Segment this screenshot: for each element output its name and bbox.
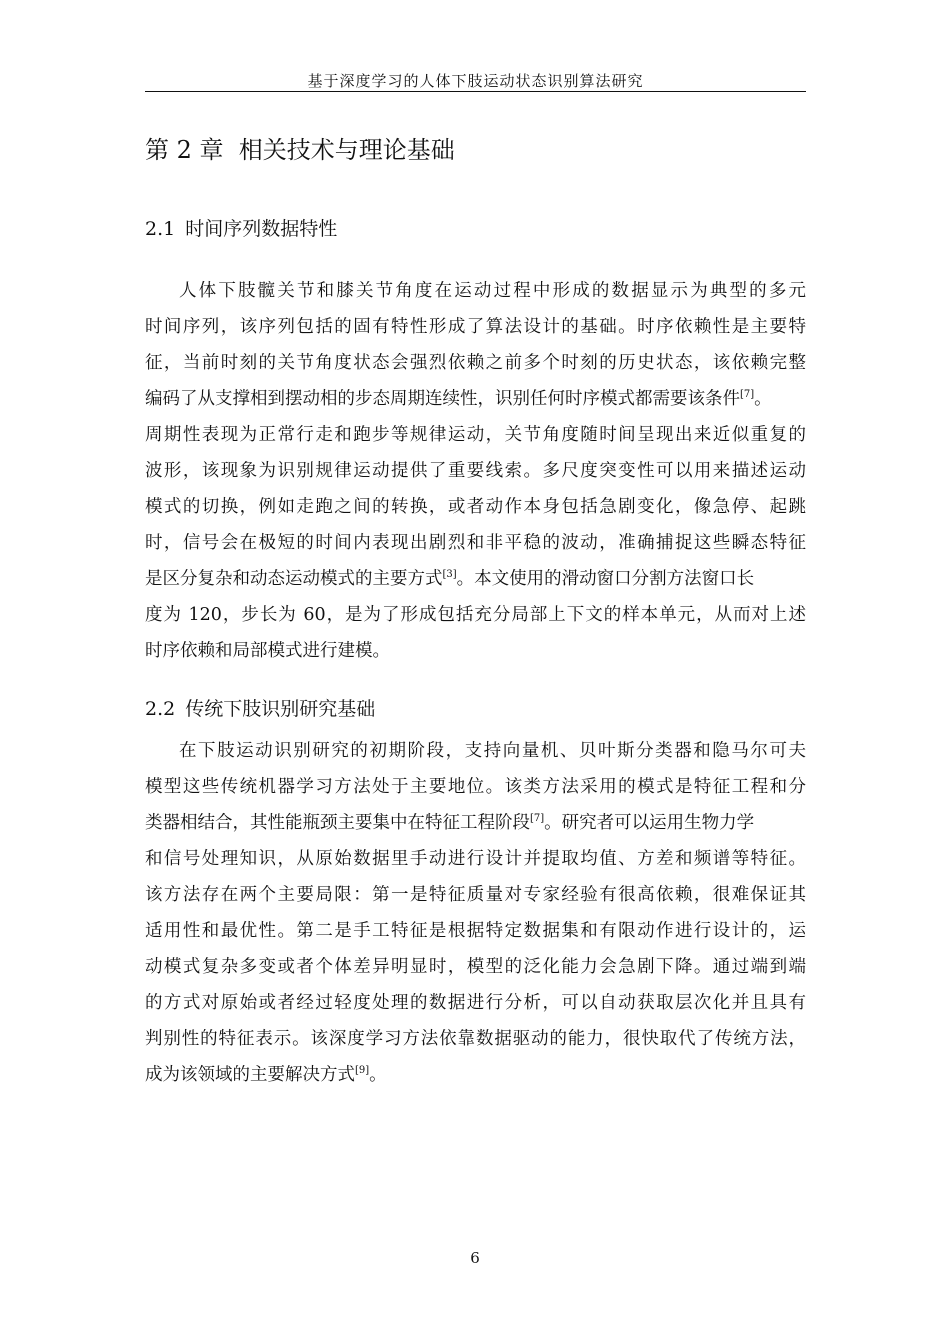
paragraph-line: 该方法存在两个主要局限：第一是特征质量对专家经验有很高依赖，很难保证其 xyxy=(145,885,806,905)
section-title-text: 传统下肢识别研究基础 xyxy=(185,698,376,720)
paragraph-line: 在下肢运动识别研究的初期阶段，支持向量机、贝叶斯分类器和隐马尔可夫 xyxy=(179,741,806,761)
paragraph-line: 征，当前时刻的关节角度状态会强烈依赖之前多个时刻的历史状态，该依赖完整 xyxy=(145,353,806,373)
running-header: 基于深度学习的人体下肢运动状态识别算法研究 xyxy=(307,72,644,90)
line-text: 成为该领域的主要解决方式 xyxy=(145,1065,355,1085)
section-heading-2-1 xyxy=(145,214,337,241)
chapter-name: 相关技术与理论基础 xyxy=(238,136,455,164)
paragraph-line: 适用性和最优性。第二是手工特征是根据特定数据集和有限动作进行设计的，运 xyxy=(145,921,806,941)
paragraph-line: 波形，该现象为识别规律运动提供了重要线索。多尺度突变性可以用来描述运动 xyxy=(145,461,806,481)
paragraph-line: 时，信号会在极短的时间内表现出剧烈和非平稳的波动，准确捕捉这些瞬态特征 xyxy=(145,533,806,553)
line-text: 。研究者可以运用生物力学 xyxy=(544,813,755,833)
line-text: 是区分复杂和动态运动模式的主要方式 xyxy=(145,569,443,589)
paragraph-line: 和信号处理知识，从原始数据里手动进行设计并提取均值、方差和频谱等特征。 xyxy=(145,849,806,869)
paragraph-line: 动模式复杂多变或者个体差异明显时，模型的泛化能力会急剧下降。通过端到端 xyxy=(145,957,806,977)
paragraph-line: 模型这些传统机器学习方法处于主要地位。该类方法采用的模式是特征工程和分 xyxy=(145,777,806,797)
section-heading-2-2 xyxy=(145,694,375,721)
paragraph-line: 模式的切换，例如走跑之间的转换，或者动作本身包括急剧变化，像急停、起跳 xyxy=(145,497,806,517)
page-number: 6 xyxy=(470,1249,480,1267)
paragraph-line xyxy=(145,388,806,410)
line-text: 编码了从支撑相到摆动相的步态周期连续性，识别任何时序模式都需要该条件 xyxy=(145,389,740,409)
citation: [9] xyxy=(355,1065,370,1077)
line-text: 。 xyxy=(369,1065,387,1085)
paragraph-line: 度为 120，步长为 60，是为了形成包括充分局部上下文的样本单元，从而对上述 xyxy=(145,605,806,625)
line-text: 类器相结合，其性能瓶颈主要集中在特征工程阶段 xyxy=(145,813,530,833)
paragraph-line xyxy=(145,1064,806,1086)
paragraph-line: 人体下肢髋关节和膝关节角度在运动过程中形成的数据显示为典型的多元 xyxy=(179,281,806,301)
section-number: 2.1 xyxy=(145,218,176,240)
chapter-title xyxy=(145,130,455,165)
paragraph-line xyxy=(145,568,806,590)
paragraph-line: 的方式对原始或者经过轻度处理的数据进行分析，可以自动获取层次化并且具有 xyxy=(145,993,806,1013)
header-rule xyxy=(145,91,806,92)
section-title-text: 时间序列数据特性 xyxy=(185,218,338,240)
line-text: 。 xyxy=(754,389,772,409)
line-text: 。本文使用的滑动窗口分割方法窗口长 xyxy=(456,569,755,589)
paragraph-line xyxy=(145,812,806,834)
paragraph-line: 周期性表现为正常行走和跑步等规律运动，关节角度随时间呈现出来近似重复的 xyxy=(145,425,806,445)
paragraph-line: 时序依赖和局部模式进行建模。 xyxy=(145,641,390,661)
citation: [7] xyxy=(530,813,545,825)
paragraph-line: 时间序列，该序列包括的固有特性形成了算法设计的基础。时序依赖性是主要特 xyxy=(145,317,806,337)
citation: [3] xyxy=(442,569,457,581)
paragraph-line: 判别性的特征表示。该深度学习方法依靠数据驱动的能力，很快取代了传统方法， xyxy=(145,1029,806,1049)
section-number: 2.2 xyxy=(145,698,176,720)
citation: [7] xyxy=(740,389,755,401)
chapter-label: 第 2 章 xyxy=(145,136,224,164)
